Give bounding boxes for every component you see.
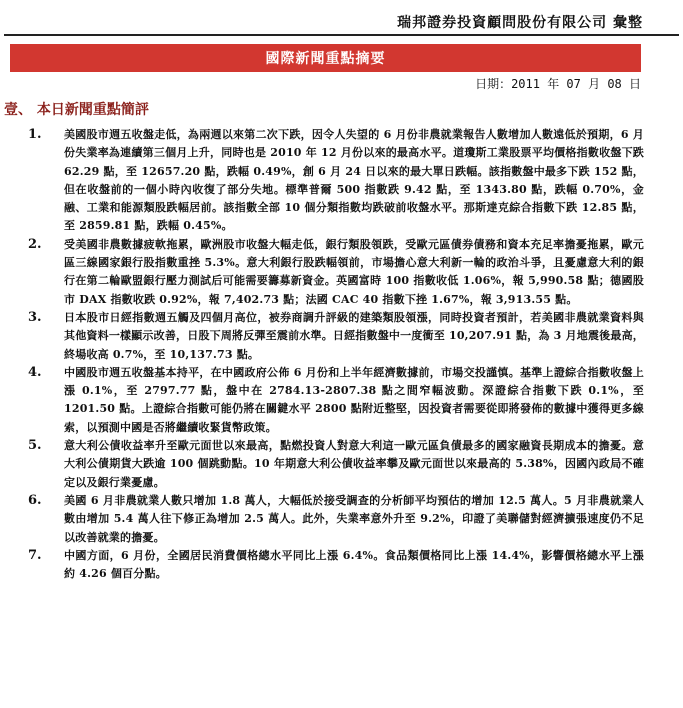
page-title: 國際新聞重點摘要 [10,44,641,72]
item-text: 美國 6 月非農就業人數只增加 1.8 萬人，大幅低於接受調查的分析師平均預估的增加 12.5 萬人。5 月非農就業人數由增加 5.4 萬人往下修正為增加 2.5 萬人。此外，失業率意外升至 9.2%，印證了美聯儲對經濟擴張速度仍不足以改善就業的擔憂。 [64,493,644,544]
item-text: 受美國非農數據疲軟拖累，歐洲股市收盤大幅走低，銀行類股領跌，受歐元區債券債務和資本充足率擔憂拖累，歐元區三線國家銀行股指數重挫 5.3%。意大利銀行股跌幅領前，市場擔心意大利新一輪的政治斗爭，且憂慮意大利的銀行在第二輪歐盟銀行壓力測試后可能需要籌募新資金。英國富時 100 指數收低 1.06%，報 5,990.58 點；德國股市 DAX 指數收跌 0.92%，報 7,402.73 點；法國 CAC 40 指數下挫 1.67%，報 3,913.55 點。 [64,237,644,306]
section-title: 壹、 本日新聞重點簡評 [4,102,149,118]
item-text: 中國股市週五收盤基本持平，在中國政府公佈 6 月份和上半年經濟數據前，市場交投謹慎。基準上證綜合指數收盤上漲 0.1%，至 2797.77 點，盤中在 2784.13-2807.38 點之間窄幅波動。深證綜合指數下跌 0.1%，至 1201.50 點。上證綜合指數可能仍將在關鍵水平 2800 點附近整堅，因投資者需要從即將發佈的數據中獲得更多線索，以預測中國是否將繼續收緊貨幣政策。 [64,365,644,434]
item-number: 1. [28,127,42,142]
item-text: 美國股市週五收盤走低，為兩週以來第二次下跌，因令人失望的 6 月份非農就業報告人數增加人數遠低於預期，6 月份失業率為連續第三個月上升，同時也是 2010 年 12 月份以來的最高水平。道瓊斯工業股票平均價格指數收盤下跌 62.29 點，至 12657.20 點，跌幅 0.49%，創 6 月 24 日以來的最大單日跌幅。該指數盤中最多下跌 152 點，但在收盤前的一個小時內收復了部分失地。標準普爾 500 指數跌 9.42 點，至 1343.80 點，跌幅 0.70%，金融、工業和能源類股跌幅居前。該指數全部 10 個分類指數均跌破前收盤水平。那斯達克綜合指數下跌 12.85 點，至 2859.81 點，跌幅 0.45%。 [64,128,645,233]
list-item [28,492,644,547]
report-date: 日期：2011 年 07 月 08 日 [475,77,641,91]
list-item [28,547,644,584]
item-text: 日本股市日經指數週五觸及四個月高位，被券商調升評級的建築類股領漲，同時投資者預計，若美國非農就業資料與其他資料一樣顯示改善，日股下周將反彈至震前水準。日經指數盤中一度衝至 10,207.91 點，為 3 月地震後最高，終場收高 0.7%，至 10,137.73 點。 [64,310,644,361]
list-item [28,364,644,437]
item-text: 中國方面，6 月份，全國居民消費價格總水平同比上漲 6.4%。食品類價格同比上漲 14.4%，影響價格總水平上漲約 4.26 個百分點。 [64,548,644,581]
list-item [28,437,644,492]
list-item [28,309,644,364]
item-text: 意大利公債收益率升至歐元面世以來最高，點燃投資人對意大利這一歐元區負債最多的國家融資長期成本的擔憂。意大利公債期貨大跌逾 100 個跳動點。10 年期意大利公債收益率攀及歐元面世以來最高的 5.38%，因國內政局不確定以及銀行業憂慮。 [64,439,644,489]
item-number: 3. [28,309,42,325]
news-list [28,126,644,583]
list-item [28,126,644,236]
item-number: 5. [28,438,42,454]
item-number: 2. [28,236,42,252]
item-number: 4. [28,364,42,380]
item-number: 6. [28,492,42,508]
list-item [28,236,644,309]
item-number: 7. [28,547,42,563]
company-name: 瑞邦證券投資顧問股份有限公司 彙整 [397,15,643,31]
header-divider [4,34,679,36]
